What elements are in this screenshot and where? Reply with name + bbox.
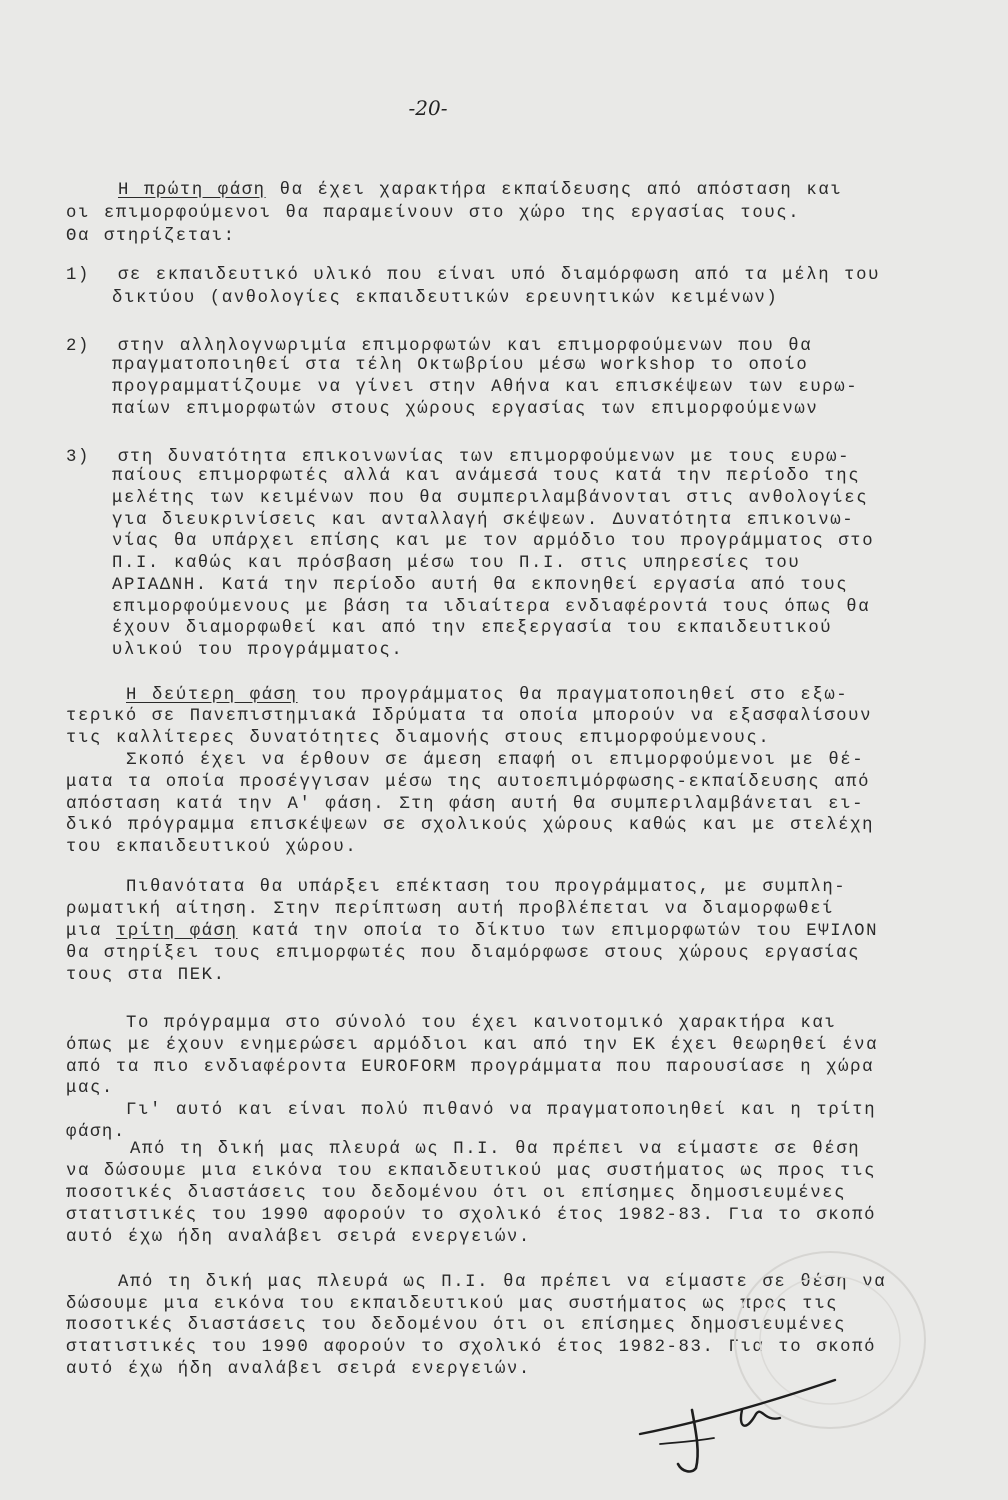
text-line [0,180,1008,202]
text-line [0,1183,1008,1205]
text-line [0,355,1008,377]
text-segment: προγραμματίζουμε να γίνει στην Αθήνα και επισκέψεων των ευρω- [112,378,859,397]
text-segment: έχουν διαμορφωθεί και από την επεξεργασία του εκπαιδευτικού [112,619,833,638]
text-segment: θα στηρίξει τους επιμορφωτές που διαμόρφωσε στους χώρους εργασίας [66,944,861,963]
text-segment: Σκοπό έχει να έρθουν σε άμεση επαφή οι επιμορφούμενοι με θέ- [126,751,865,770]
text-line [0,597,1008,619]
text-segment: τις καλλίτερες δυνατότητες διαμονής στους επιμορφούμενους. [66,729,771,748]
text-segment: ΑΡΙΑΔΝΗ. Κατά την περίοδο αυτή θα εκπονηθεί εργασία από τους [112,576,849,595]
handwritten-signature [630,1372,860,1482]
text-line [0,1139,1008,1161]
text-line [0,965,1008,987]
text-segment: δικτύου (ανθολογίες εκπαιδευτικών ερευνητικών κειμένων) [112,289,779,308]
text-segment: τερικό σε Πανεπιστημιακά Ιδρύματα τα οποία μπορούν να εξασφαλίσουν [66,707,873,726]
text-line [0,553,1008,575]
text-segment: κατά την οποία το δίκτυο των επιμορφωτών του ΕΨΙΛΟΝ [237,922,879,941]
text-line [0,1205,1008,1227]
text-segment: νίας θα υπάρχει επίσης και με τον αρμόδιο του προγράμματος στο [112,532,875,551]
text-line [0,921,1008,943]
text-segment: του εκπαιδευτικού χώρου. [66,838,358,857]
text-line [0,728,1008,750]
text-segment: Το πρόγραμμα στο σύνολό του έχει καινοτομικό χαρακτήρα και [126,1014,837,1033]
text-line [0,877,1008,899]
text-segment: επιμορφούμενους με βάση τα ιδιαίτερα ενδιαφέροντά τους όπως θα [112,598,871,617]
text-segment: 3) στη δυνατότητα επικοινωνίας των επιμορφούμενων με τους ευρω- [66,448,851,467]
text-segment: υλικού του προγράμματος. [112,641,404,660]
text-segment: Θα στηρίζεται: [66,227,236,246]
text-segment: από τα πιο ενδιαφέροντα EUROFORM προγράμματα που παρουσίασε η χώρα [66,1058,875,1077]
text-segment: όπως με έχουν ενημερώσει αρμόδιοι και από την ΕΚ έχει θεωρηθεί ένα [66,1036,879,1055]
text-segment: 2) στην αλληλογνωριμία επιμορφωτών και επιμορφούμενων που θα [66,337,813,356]
text-line [0,899,1008,921]
text-line [0,1013,1008,1035]
text-segment: να δώσουμε μια εικόνα του εκπαιδευτικού μας συστήματος ως προς τις [66,1162,877,1181]
text-line [0,288,1008,310]
text-segment: Γι' αυτό και είναι πολύ πιθανό να πραγματοποιηθεί και η τρίτη [126,1101,877,1120]
text-line [0,377,1008,399]
text-line [0,815,1008,837]
text-segment: του προγράμματος θα πραγματοποιηθεί στο εξω- [297,686,849,705]
text-segment: μας. [66,1079,114,1098]
text-segment: παίων επιμορφωτών στους χώρους εργασίας των επιμορφούμενων [112,400,819,419]
text-segment: δώσουμε μια εικόνα του εκπαιδευτικού μας συστήματος ως προς τις [66,1295,839,1314]
text-line [0,750,1008,772]
text-line [0,575,1008,597]
text-segment: Π.Ι. καθώς και πρόσβαση μέσω του Π.Ι. στις υπηρεσίες του [112,554,801,573]
text-segment: απόσταση κατά την Α' φάση. Στη φάση αυτή θα συμπεριλαμβάνεται ει- [66,795,865,814]
text-line [0,203,1008,225]
text-segment: ματα τα οποία προσέγγισαν μέσω της αυτοεπιμόρφωσης-εκπαίδευσης από [66,773,871,792]
text-line [0,943,1008,965]
text-segment: αυτό έχω ήδη αναλάβει σειρά ενεργειών. [66,1228,531,1247]
text-segment: ποσοτικές διαστάσεις του δεδομένου ότι οι επίσημες δημοσιευμένες [66,1316,847,1335]
text-line [0,531,1008,553]
text-line [0,488,1008,510]
text-line [0,685,1008,707]
text-segment: στατιστικές του 1990 αφορούν το σχολικό έτος 1982-83. Για το σκοπό [66,1206,877,1225]
text-line [0,640,1008,662]
text-line [0,510,1008,532]
text-segment: μια [66,922,116,941]
text-line [0,1100,1008,1122]
underlined-phrase: Η δεύτερη φάση [126,686,298,705]
text-segment: Από τη δική μας πλευρά ως Π.Ι. θα πρέπει να είμαστε σε θέση [130,1140,861,1159]
underlined-phrase: Η πρώτη φάση [118,181,266,200]
underlined-phrase: τρίτη φάση [115,922,238,941]
text-line [0,772,1008,794]
text-line [0,706,1008,728]
text-segment: αυτό έχω ήδη αναλάβει σειρά ενεργειών. [66,1360,531,1379]
text-segment: Από τη δική μας πλευρά ως Π.Ι. θα πρέπει να είμαστε σε θέση να [118,1273,887,1292]
text-segment: μελέτης των κειμένων που θα συμπεριλαμβάνονται στις ανθολογίες [112,489,869,508]
text-line [0,466,1008,488]
text-segment: ρωματική αίτηση. Στην περίπτωση αυτή προβλέπεται να διαμορφωθεί [66,900,835,919]
text-segment: δικό πρόγραμμα επισκέψεων σε σχολικούς χώρους καθώς και με στελέχη [66,816,875,835]
page-number: -20- [408,96,448,120]
text-segment: οι επιμορφούμενοι θα παραμείνουν στο χώρο της εργασίας τους. [66,204,801,223]
text-segment: θα έχει χαρακτήρα εκπαίδευσης από απόσταση και [265,181,843,200]
text-line [0,1161,1008,1183]
text-segment: Πιθανότατα θα υπάρξει επέκταση του προγράμματος, με συμπλη- [126,878,847,897]
text-line [0,226,1008,248]
text-segment: τους στα ΠΕΚ. [66,966,226,985]
text-segment: ποσοτικές διαστάσεις του δεδομένου ότι οι επίσημες δημοσιευμένες [66,1184,847,1203]
text-line [0,618,1008,640]
text-line [0,1035,1008,1057]
text-segment: πραγματοποιηθεί στα τέλη Οκτωβρίου μέσω workshop το οποίο [112,356,809,375]
text-segment: στατιστικές του 1990 αφορούν το σχολικό έτος 1982-83. Για το σκοπό [66,1338,877,1357]
text-line [0,837,1008,859]
text-line [0,265,1008,287]
text-line [0,399,1008,421]
text-line [0,1057,1008,1079]
text-segment: για διευκρινίσεις και ανταλλαγή σκέψεων. Δυνατότητα επικοινω- [112,511,855,530]
text-line [0,794,1008,816]
text-segment: φάση. [66,1123,126,1142]
text-line [0,1078,1008,1100]
text-segment: παίους επιμορφωτές αλλά και ανάμεσά τους κατά την περίοδο της [112,467,861,486]
text-segment: 1) σε εκπαιδευτικό υλικό που είναι υπό διαμόρφωση από τα μέλη του [66,266,881,285]
